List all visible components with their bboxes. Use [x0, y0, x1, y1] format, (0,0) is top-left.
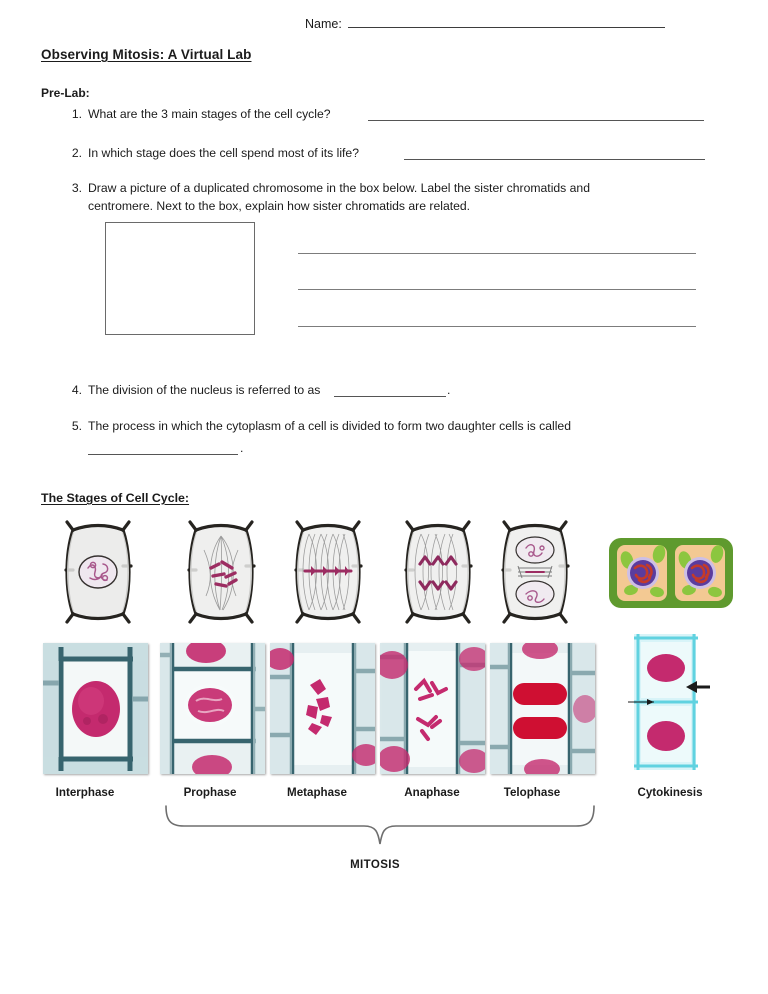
micrograph-telophase	[490, 643, 595, 774]
prelab-heading: Pre-Lab:	[41, 86, 90, 100]
stage-label-anaphase: Anaphase	[404, 786, 460, 799]
question-4-text: The division of the nucleus is referred to as	[88, 383, 321, 397]
stage-label-cytokinesis: Cytokinesis	[637, 786, 703, 799]
question-2-answer-blank[interactable]	[404, 159, 705, 160]
question-3-answer-line-1[interactable]	[298, 253, 696, 254]
diagram-telophase	[492, 520, 578, 624]
question-4-number: 4.	[71, 383, 82, 397]
stage-label-telophase: Telophase	[503, 786, 561, 799]
micrograph-anaphase	[380, 643, 485, 774]
mitosis-label: MITOSIS	[350, 859, 400, 871]
question-2-text: In which stage does the cell spend most of its life?	[88, 146, 359, 160]
page-title: Observing Mitosis: A Virtual Lab	[41, 47, 252, 62]
question-2-number: 2.	[71, 146, 82, 160]
question-5-text-line1: The process in which the cytoplasm of a cell is divided to form two daughter cells is called	[88, 419, 571, 433]
mitosis-brace	[160, 804, 600, 848]
question-1-answer-blank[interactable]	[368, 120, 704, 121]
diagram-metaphase	[285, 520, 371, 624]
stage-label-interphase: Interphase	[55, 786, 115, 799]
question-3-text-line2: centromere. Next to the box, explain how sister chromatids are related.	[88, 199, 471, 213]
question-5-number: 5.	[71, 419, 82, 433]
micrograph-interphase	[43, 643, 148, 774]
chromosome-drawing-box[interactable]	[105, 222, 255, 335]
diagram-interphase	[55, 520, 141, 624]
question-3-text-line1: Draw a picture of a duplicated chromosome in the box below. Label the sister chromatids and	[88, 181, 590, 195]
name-blank-line[interactable]	[348, 27, 665, 28]
diagram-prophase	[178, 520, 264, 624]
question-3-answer-line-3[interactable]	[298, 326, 696, 327]
question-3-answer-line-2[interactable]	[298, 289, 696, 290]
micrograph-metaphase	[270, 643, 375, 774]
question-4-answer-blank[interactable]	[334, 396, 446, 397]
question-3-number: 3.	[71, 181, 82, 195]
name-field-row	[305, 17, 665, 31]
micrograph-prophase	[160, 643, 265, 774]
question-5-answer-blank[interactable]	[88, 454, 238, 455]
question-1-text: What are the 3 main stages of the cell cycle?	[88, 107, 331, 121]
name-label: Name:	[305, 17, 342, 31]
diagram-anaphase	[395, 520, 481, 624]
question-4-period: .	[447, 383, 451, 397]
micrograph-cytokinesis	[628, 632, 710, 774]
stages-of-cell-cycle-heading: The Stages of Cell Cycle:	[41, 491, 190, 505]
diagram-cytokinesis-plant-cells	[605, 528, 737, 618]
question-1-number: 1.	[71, 107, 82, 121]
question-5-period: .	[240, 441, 244, 455]
stage-label-metaphase: Metaphase	[287, 786, 347, 799]
stage-label-prophase: Prophase	[183, 786, 237, 799]
